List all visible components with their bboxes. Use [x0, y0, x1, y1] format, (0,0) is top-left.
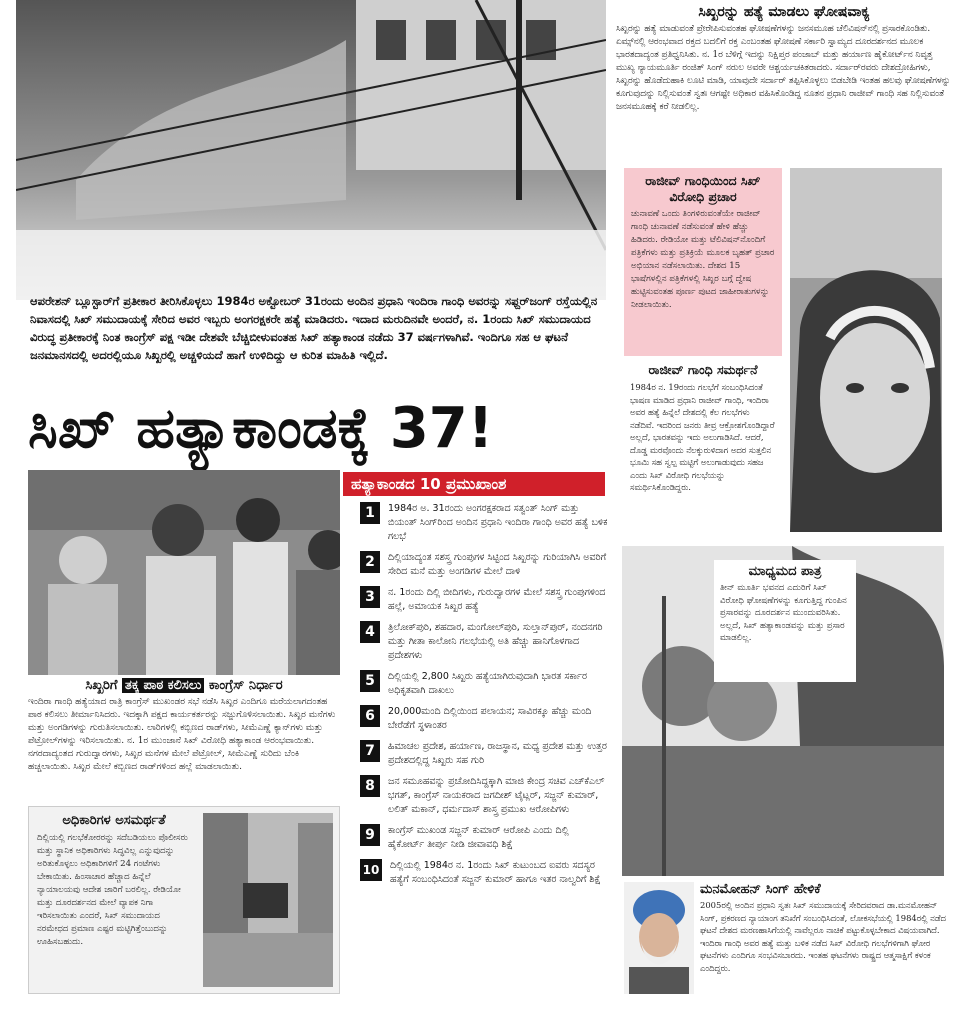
- burnt-street-photo: [203, 813, 333, 987]
- manmohan-singh-photo: [624, 882, 694, 994]
- rajiv-support-body: 1984ರ ನ. 19ರಂದು ಗಲಭೆಗೆ ಸಂಬಂಧಿಸಿದಂತೆ ಭಾಷಣ ಮಾಡಿದ ಪ್ರಧಾನಿ ರಾಜೀವ್ ಗಾಂಧಿ, ಇಂದಿರಾ ಅವರ ಹತ್ಯೆ ಹಿನ್ನೆಲೆ ದೇಶದಲ್ಲಿ ಕೆಲ ಗಲಭೆಗಳು ನಡೆದಿವೆ. ಇದರಿಂದ ಜನರು ತೀವ್ರ ಆಕ್ರೋಶಗೊಂಡಿದ್ದಾರೆ ಅಲ್ಲದೆ, ಭಾರತವನ್ನು ಇದು ಅಲುಗಾಡಿಸಿದೆ. ಆದರೆ, ದೊಡ್ಡ ಮರವೊಂದು ನೆಲಕ್ಕುರುಳಿದಾಗ ಅದರ ಸುತ್ತಲಿನ ಭೂಮಿ ಸಹ ಸ್ವಲ್ಪ ಮಟ್ಟಿಗೆ ಅಲುಗಾಡುವುದು ಸಹಜ ಎಂದು ಸಿಖ್ ವಿರೋಧಿ ಗಲಭೆಯನ್ನು ಸಮರ್ಥಿಸಿಕೊಂಡಿದ್ದರು.: [630, 382, 775, 492]
- congress-decision-title: ಸಿಖ್ಖರಿಗೆ ತಕ್ಕ ಪಾಠ ಕಲಿಸಲು ಕಾಂಗ್ರೆಸ್ ನಿರ್ಧಾರ: [85, 678, 283, 693]
- media-section: [714, 560, 856, 682]
- highlight-phrase: ತಕ್ಕ ಪಾಠ ಕಲಿಸಲು: [122, 678, 204, 693]
- highlight-item: 8 ಜನ ಸಮೂಹವನ್ನು ಪ್ರಚೋದಿಸಿದ್ದಕ್ಕಾಗಿ ಮಾಜಿ ಕೇಂದ್ರ ಸಚಿವ ಎಚ್‌ಕೆಎಲ್ ಭಗತ್, ಕಾಂಗ್ರೆಸ್ ನಾಯಕರಾದ ಜಗದೀಶ್ ಟೈಟ್ಲರ್, ಸಜ್ಜನ್ ಕುಮಾರ್, ಲಲಿತ್ ಮಕಾನ್, ಧರ್ಮದಾಸ್ ಶಾಸ್ತ್ರ ಪ್ರಮುಖ ಆರೋಪಿಗಳು: [360, 775, 608, 817]
- propaganda-title: ರಾಜೀವ್ ಗಾಂಧಿಯಿಂದ ಸಿಖ್ ವಿರೋಧಿ ಪ್ರಚಾರ: [645, 173, 761, 204]
- manmohan-title: ಮನಮೋಹನ್ ಸಿಂಗ್ ಹೇಳಿಕೆ: [700, 882, 821, 897]
- victims-photo: [28, 470, 340, 675]
- media-body: ತೀನ್ ಮೂರ್ತಿ ಭವನದ ಎದುರಿಗೆ ಸಿಖ್ ವಿರೋಧಿ ಘೋಷಣೆಗಳನ್ನು ಕೂಗುತ್ತಿದ್ದ ಗುಂಪಿನ ಪ್ರಸಾರವನ್ನು ದೂರದರ್ಶನ ಮುಂದುವರಿಸಿತು. ಅಲ್ಲದೆ, ಸಿಖ್ ಹತ್ಯಾಕಾಂಡವನ್ನು ಮತ್ತು ಪ್ರಸಾರ ಮಾಡಲಿಲ್ಲ.: [720, 583, 847, 643]
- slogan-section: [616, 4, 952, 164]
- highlight-item: 6 20,000ಮಂದಿ ದಿಲ್ಲಿಯಿಂದ ಪಲಾಯನ; ಸಾವಿರಕ್ಕೂ ಹೆಚ್ಚು ಮಂದಿ ಬೇರೆಡೆಗೆ ಸ್ಥಳಾಂತರ: [360, 705, 608, 733]
- rajiv-support-section: [624, 360, 782, 540]
- highlights-list: [360, 502, 608, 894]
- highlight-item: 2 ದಿಲ್ಲಿಯಾದ್ಯಂತ ಸಶಸ್ತ್ರ ಗುಂಪುಗಳ ಸಿಟ್ಟಿಂದ ಸಿಖ್ಖರನ್ನು ಗುರಿಯಾಗಿಸಿ ಅವರಿಗೆ ಸೇರಿದ ಮನೆ ಮತ್ತು ಅಂಗಡಿಗಳ ಮೇಲೆ ದಾಳಿ: [360, 551, 608, 579]
- highlight-item: 3 ನ. 1ರಂದು ದಿಲ್ಲಿ ಬೀದಿಗಳು, ಗುರುದ್ವಾರಗಳ ಮೇಲೆ ಸಶಸ್ತ್ರ ಗುಂಪುಗಳಿಂದ ಹಲ್ಲೆ, ಅಮಾಯಕ ಸಿಖ್ಖರ ಹತ್ಯೆ: [360, 586, 608, 614]
- authorities-title: ಅಧಿಕಾರಿಗಳ ಅಸಮರ್ಥತೆ: [62, 813, 166, 828]
- manmohan-section: [698, 882, 952, 998]
- riot-photo-top: [16, 0, 606, 300]
- highlight-item: 10 ದಿಲ್ಲಿಯಲ್ಲಿ 1984ರ ನ. 1ರಂದು ಸಿಖ್ ಕುಟುಂಬದ ಐವರು ಸದಸ್ಯರ ಹತ್ಯೆಗೆ ಸಂಬಂಧಿಸಿದಂತೆ ಸಜ್ಜನ್ ಕುಮಾರ್ ಹಾಗೂ ಇತರ ನಾಲ್ವರಿಗೆ ಶಿಕ್ಷೆ: [360, 859, 608, 887]
- highlight-item: 1 1984ರ ಅ. 31ರಂದು ಅಂಗರಕ್ಷಕರಾದ ಸತ್ವಂತ್ ಸಿಂಗ್ ಮತ್ತು ಬಿಯಂತ್ ಸಿಂಗ್‌ರಿಂದ ಅಂದಿನ ಪ್ರಧಾನಿ ಇಂದಿರಾ ಗಾಂಧಿ ಅವರ ಹತ್ಯೆ ಬಳಿಕ ಗಲಭೆ: [360, 502, 608, 544]
- authorities-section: [28, 806, 340, 994]
- highlight-item: 7 ಹಿಮಾಚಲ ಪ್ರದೇಶ, ಹರ್ಯಾಣ, ರಾಜಸ್ಥಾನ, ಮಧ್ಯ ಪ್ರದೇಶ ಮತ್ತು ಉತ್ತರ ಪ್ರದೇಶದಲ್ಲಿದ್ದ ಸಿಖ್ಖರು ಸಹ ಗುರಿ: [360, 740, 608, 768]
- congress-decision-section: [28, 678, 340, 800]
- slogan-body: ಸಿಖ್ಖರನ್ನು ಹತ್ಯೆ ಮಾಡುವಂತೆ ಪ್ರೇರೇಪಿಸುವಂತಹ ಘೋಷಣೆಗಳನ್ನು ಜನಸಮೂಹ ಚೆಲಿವಿಷನ್‌ನಲ್ಲಿ ಪ್ರಸಾರಕೊಂಡಿತು. ಏಮ್ಸ್‌ನಲ್ಲಿ ಆರಂಭವಾದ ರಕ್ತದ ಬದಲಿಗೆ ರಕ್ತ ಎಂಬಂತಹ ಘೋಷಣೆ ಸರ್ಕಾರಿ ಸ್ವಾಮ್ಯದ ದೂರದರ್ಶನದ ಮೂಲಕ ಭಾರತದಾದ್ಯಂತ ಪ್ರತಿಧ್ವನಿಸಿತು. ನ. 1ರ ಬೆಳಿಗ್ಗೆ ಇದನ್ನು ನಿಕ್ಷಿಪ್ತರ ಪಂಜಾಬ್ ಮತ್ತು ಹರ್ಯಾಣ ಹೈಕೋರ್ಟ್‌ನ ನಿವೃತ್ತ ಮುಖ್ಯ ನ್ಯಾಯಮೂರ್ತಿ ರಂಜಿತ್ ಸಿಂಗ್ ನರುಲ ಅವರೇ ಆಶ್ಚರ್ಯಚಕಿತರಾದರು. ಸರ್ದಾರ್‌ರವರು ದೇಶದ್ರೋಹಿಗಳು, ಸಿಖ್ಖರನ್ನು ಹೊಡೆದುಹಾಕಿ ಲೂಟಿ ಮಾಡಿ, ಯಾವುದೇ ಸರ್ದಾರ್ ತಪ್ಪಿಸಿಕೊಳ್ಳಲು ಬಿಡಬೇಡಿ ಇಂತಹ ಹಲವು ಘೋಷಣೆಗಳನ್ನು ಕೂಗುವುದನ್ನು ನಿಲ್ಲಿಸುವಂತೆ ಸ್ವತಃ ಆಗಷ್ಟೇ ಅಧಿಕಾರ ವಹಿಸಿಕೊಂಡಿದ್ದ ನೂತನ ಪ್ರಧಾನಿ ರಾಜೀವ್ ಗಾಂಧಿ ಸಹ ನಿಲ್ಲಿಸುವಂತೆ ಜನಸಮೂಹಕ್ಕೆ ಕರೆ ನೀಡಲಿಲ್ಲ.: [616, 24, 951, 112]
- propaganda-body: ಚುನಾವಣೆ ಒಂದು ತಿಂಗಳಿರುವಂತೆಯೇ ರಾಜೀವ್ ಗಾಂಧಿ ಚುನಾವಣೆ ನಡೆಸುವಂತೆ ಹೇಳಿ ಹೆಚ್ಚು ಹಿಡಿದರು. ರೇಡಿಯೋ ಮತ್ತು ಟೆಲಿವಿಷನ್‌ನೊಂದಿಗೆ ಪತ್ರಿಕೆಗಳು ಮತ್ತು ಪ್ರತಿಕ್ರಿಯೆ ಮೂಲಕ ಬೃಹತ್ ಪ್ರಚಾರ ಅಭಿಯಾನ ನಡೆಸಲಾಯಿತು. ದೇಶದ 15 ಭಾಷೆಗಳಲ್ಲಿನ ಪತ್ರಿಕೆಗಳಲ್ಲಿ ಸಿಖ್ಖರ ಬಗ್ಗೆ ದ್ವೇಷ ಹುಟ್ಟಿಸುವಂತಹ ಪೂರ್ಣ ಪುಟದ ಜಾಹೀರಾತುಗಳನ್ನು ನೀಡಲಾಯಿತು.: [631, 209, 775, 310]
- media-title: ಮಾಧ್ಯಮದ ಪಾತ್ರ: [748, 564, 822, 579]
- highlight-item: 9 ಕಾಂಗ್ರೆಸ್ ಮುಖಂಡ ಸಜ್ಜನ್ ಕುಮಾರ್ ಆರೋಪಿ ಎಂದು ದಿಲ್ಲಿ ಹೈಕೋರ್ಟ್ ತೀರ್ಪು ನೀಡಿ ಜೀವಾವಧಿ ಶಿಕ್ಷೆ: [360, 824, 608, 852]
- highlight-item: 4 ತ್ರಿಲೋಕ್‌ಪುರಿ, ಶಹದಾರ, ಮಂಗೋಲ್‌ಪುರಿ, ಸುಲ್ತಾನ್‌ಪುರ್, ನಂದನಗರಿ ಮತ್ತು ಗೀತಾ ಕಾಲೋನಿ ಗಲಭೆಯಲ್ಲಿ ಅತಿ ಹೆಚ್ಚು ಹಾನಿಗೊಳಗಾದ ಪ್ರದೇಶಗಳು: [360, 621, 608, 663]
- page-headline: ಸಿಖ್ ಹತ್ಯಾಕಾಂಡಕ್ಕೆ 37!: [28, 396, 494, 461]
- authorities-body: ದಿಲ್ಲಿಯಲ್ಲಿ ಗಲಭೆಕೋರರನ್ನು ಸದೆಬಡಿಯಲು ಪೊಲೀಸರು ಮತ್ತು ಸ್ಥಾನಿಕ ಅಧಿಕಾರಿಗಳು ಸಿದ್ಧವಿಲ್ಲ ಎನ್ನುವುದನ್ನು ಅರಿತುಕೊಳ್ಳಲು ಅಧಿಕಾರಿಗಳಿಗೆ 24 ಗಂಟೆಗಳು ಬೇಕಾಯಿತು. ಹಿಂಸಾಚಾರ ಹೆಚ್ಚಾದ ಹಿನ್ನೆಲೆ ನ್ಯಾಯಾಲಯವು ಆದೇಶ ಜಾರಿಗೆ ಬರಲಿಲ್ಲ. ರೇಡಿಯೋ ಮತ್ತು ದೂರದರ್ಶನದ ಮೇಲೆ ವ್ಯಾಪಕ ನಿಗಾ ಇರಿಸಲಾಯಿತು ಎಂದರೆ, ಸಿಖ್ ಸಮುದಾಯದ ನರಮೇಧದ ಪ್ರಮಾಣ ಎಷ್ಟರ ಮಟ್ಟಿಗಿತ್ತೆಂಬುದನ್ನು ಊಹಿಸಬಹುದು.: [37, 833, 188, 947]
- indira-gandhi-photo: [790, 168, 942, 532]
- lead-paragraph: ಆಪರೇಶನ್ ಬ್ಲೂಸ್ಟಾರ್‌ಗೆ ಪ್ರತೀಕಾರ ತೀರಿಸಿಕೊಳ್ಳಲು 1984ರ ಅಕ್ಟೋಬರ್ 31ರಂದು ಅಂದಿನ ಪ್ರಧಾನಿ ಇಂದಿರಾ ಗಾಂಧಿ ಅವರನ್ನು ಸಫ್ದರ್‌ಜಂಗ್ ರಸ್ತೆಯಲ್ಲಿನ ನಿವಾಸದಲ್ಲಿ ಸಿಖ್ ಸಮುದಾಯಕ್ಕೆ ಸೇರಿದ ಅವರ ಇಬ್ಬರು ಅಂಗರಕ್ಷಕರೇ ಹತ್ಯೆ ಮಾಡಿದರು. ಇದಾದ ಮರುದಿನವೇ ಅಂದರೆ, ನ. 1ರಂದು ಸಿಖ್ ಸಮುದಾಯದ ವಿರುದ್ಧ ಪ್ರತೀಕಾರಕ್ಕೆ ನಿಂತ ಕಾಂಗ್ರೆಸ್ ಪಕ್ಷ ಇಡೀ ದೇಶವೇ ಬೆಚ್ಚಿಬೀಳುವಂತಹ ಸಿಖ್ ಹತ್ಯಾಕಾಂಡ ನಡೆದು 37 ವರ್ಷಗಳಾಗಿವೆ. ಇಂದಿಗೂ ಸಹ ಆ ಘಟನೆ ಜನಮಾನಸದಲ್ಲಿ ಅದರಲ್ಲಿಯೂ ಸಿಖ್ಖರಲ್ಲಿ ಅಚ್ಚಳಿಯದೆ ಹಾಗೆ ಉಳಿದಿದ್ದು ಆ ಕುರಿತ ಮಾಹಿತಿ ಇಲ್ಲಿದೆ.: [30, 294, 598, 362]
- slogan-title: ಸಿಖ್ಖರನ್ನು ಹತ್ಯೆ ಮಾಡಲು ಘೋಷವಾಕ್ಯ: [698, 4, 870, 20]
- rajiv-support-title: ರಾಜೀವ್ ಗಾಂಧಿ ಸಮರ್ಥನೆ: [648, 362, 758, 377]
- highlights-title: ಹತ್ಯಾಕಾಂಡದ 10 ಪ್ರಮುಖಾಂಶ: [343, 472, 605, 496]
- congress-decision-body: ಇಂದಿರಾ ಗಾಂಧಿ ಹತ್ಯೆಯಾದ ರಾತ್ರಿ ಕಾಂಗ್ರೆಸ್ ಮುಖಂಡರ ಸಭೆ ನಡೆಸಿ ಸಿಖ್ಖರ ಎಂದಿಗೂ ಮರೆಯಲಾಗದಂತಹ ಪಾಠ ಕಲಿಸಲು ತೀರ್ಮಾನಿಸಿದರು. ಇದಕ್ಕಾಗಿ ಪಕ್ಷದ ಕಾರ್ಯಕರ್ತರನ್ನು ಸಜ್ಜುಗೊಳಿಸಲಾಯಿತು. ಸಿಖ್ಖರ ಮನೆಗಳು ಮತ್ತು ಅಂಗಡಿಗಳನ್ನು ಗುರುತಿಸಲಾಯಿತು. ಲಾರಿಗಳಲ್ಲಿ ಕಬ್ಬಿಣದ ರಾಡ್‌ಗಳು, ಸೀಮೆಎಣ್ಣೆ ಕ್ಯಾನ್‌ಗಳು ಮತ್ತು ಪೆಟ್ರೋಲ್‌ಗಳನ್ನು ಇರಿಸಲಾಯಿತು. ನ. 1ರ ಮುಂಜಾನೆ ಸಿಖ್ ವಿರೋಧಿ ಹತ್ಯಾಕಾಂಡ ಆರಂಭವಾಯಿತು. ನಗರದಾದ್ಯಂತದ ಗುರುದ್ವಾರಗಳು, ಸಿಖ್ಖರ ಮನೆಗಳ ಮೇಲೆ ಪೆಟ್ರೋಲ್, ಸೀಮೆಎಣ್ಣೆ ಸುರಿದು ಬೆಂಕಿ ಹಚ್ಚಲಾಯಿತು. ಸಿಖ್ಖರ ಮೇಲೆ ಕಬ್ಬಿಣದ ರಾಡ್‌ಗಳಿಂದ ಹಲ್ಲೆ ಮಾಡಲಾಯಿತು.: [28, 697, 336, 772]
- highlight-item: 5 ದಿಲ್ಲಿಯಲ್ಲಿ 2,800 ಸಿಖ್ಖರು ಹತ್ಯೆಯಾಗಿರುವುದಾಗಿ ಭಾರತ ಸರ್ಕಾರ ಅಧಿಕೃತವಾಗಿ ದಾಖಲು: [360, 670, 608, 698]
- propaganda-section: [624, 168, 782, 356]
- manmohan-body: 2005ರಲ್ಲಿ ಅಂದಿನ ಪ್ರಧಾನಿ ಸ್ವತಃ ಸಿಖ್ ಸಮುದಾಯಕ್ಕೆ ಸೇರಿದವರಾದ ಡಾ.ಮನಮೋಹನ್ ಸಿಂಗ್, ಪ್ರಕರಣದ ನ್ಯಾಯಾಂಗ ತನಿಖೆಗೆ ಸಂಬಂಧಿಸಿದಂತೆ, ಲೋಕಸಭೆಯಲ್ಲಿ 1984ರಲ್ಲಿ ನಡೆದ ಘಟನೆ ದೇಶದ ಮರಣಹಾಸಿಗೆಯಲ್ಲಿ ನಾವೆಲ್ಲರೂ ನಾಚಿಕೆ ಪಟ್ಟುಕೊಳ್ಳಬೇಕಾದ ವಿಷಯವಾಗಿದೆ. ಇಂದಿರಾ ಗಾಂಧಿ ಅವರ ಹತ್ಯೆ ಮತ್ತು ಬಳಿಕ ನಡೆದ ಸಿಖ್ ವಿರೋಧಿ ಗಲಭೆಗಳಿಗಾಗಿ ಘೋರ ಘಟನೆಗಳು ಎಂದಿಗೂ ಸಂಭವಿಸಬಾರದು. ಇಂತಹ ಘಟನೆಗಳು ರಾಷ್ಟ್ರದ ಆತ್ಮಸಾಕ್ಷಿಗೆ ಕಳಂಕ ಎಂದಿದ್ದರು.: [700, 900, 946, 973]
